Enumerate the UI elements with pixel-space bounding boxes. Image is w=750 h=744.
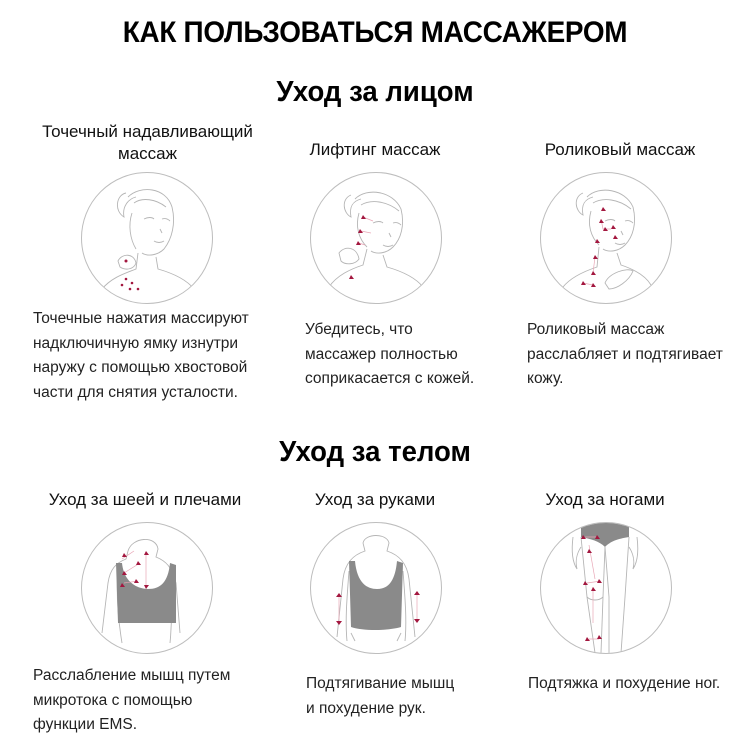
item-desc-roller-massage bbox=[527, 318, 742, 392]
section-heading-body: Уход за телом bbox=[279, 436, 471, 468]
item-title-lifting-massage: Лифтинг массаж bbox=[309, 140, 441, 159]
desc-line: кожу. bbox=[527, 370, 564, 387]
item-title-point-massage bbox=[20, 121, 275, 165]
desc-line: Убедитесь, что bbox=[305, 321, 413, 338]
item-title-roller-massage: Роликовый массаж bbox=[544, 140, 696, 159]
woman-face-roller-icon bbox=[540, 172, 672, 304]
back-arms-icon bbox=[310, 522, 442, 654]
woman-face-lifting-icon bbox=[310, 172, 442, 304]
desc-line: Подтяжка и похудение ног. bbox=[528, 675, 721, 692]
desc-line: микротока с помощью bbox=[33, 691, 193, 709]
item-desc-arms bbox=[306, 672, 506, 721]
desc-line: расслабляет и подтягивает bbox=[527, 345, 723, 363]
desc-line: функции EMS. bbox=[33, 716, 138, 733]
desc-line: соприкасается с кожей. bbox=[305, 370, 475, 387]
desc-line: надключичную ямку изнутри bbox=[33, 334, 239, 352]
desc-line: Точечные нажатия массируют bbox=[33, 310, 249, 327]
desc-line: и похудение рук. bbox=[306, 699, 426, 717]
item-title-line: массаж bbox=[118, 144, 177, 163]
item-desc-legs bbox=[528, 672, 748, 697]
desc-line: части для снятия усталости. bbox=[33, 383, 238, 401]
desc-line: Роликовый массаж bbox=[527, 321, 665, 338]
desc-line: Подтягивание мышц bbox=[306, 675, 455, 692]
item-title-arms: Уход за руками bbox=[314, 490, 436, 509]
legs-icon bbox=[540, 522, 672, 654]
item-desc-neck-shoulders bbox=[33, 664, 273, 738]
woman-face-neck-pressure-icon bbox=[81, 172, 213, 304]
back-neck-shoulders-icon bbox=[81, 522, 213, 654]
page-title: КАК ПОЛЬЗОВАТЬСЯ МАССАЖЕРОМ bbox=[122, 16, 628, 49]
item-title-line: Точечный надавливающий bbox=[42, 122, 253, 141]
desc-line: массажер полностью bbox=[305, 345, 458, 363]
desc-line: Расслабление мышц путем bbox=[33, 667, 231, 684]
item-desc-lifting-massage bbox=[305, 318, 505, 392]
item-title-neck-shoulders: Уход за шеей и плечами bbox=[48, 490, 242, 509]
item-desc-point-massage bbox=[33, 307, 273, 405]
desc-line: наружу с помощью хвостовой bbox=[33, 359, 248, 376]
section-heading-face: Уход за лицом bbox=[276, 76, 474, 108]
item-title-legs: Уход за ногами bbox=[545, 490, 665, 509]
